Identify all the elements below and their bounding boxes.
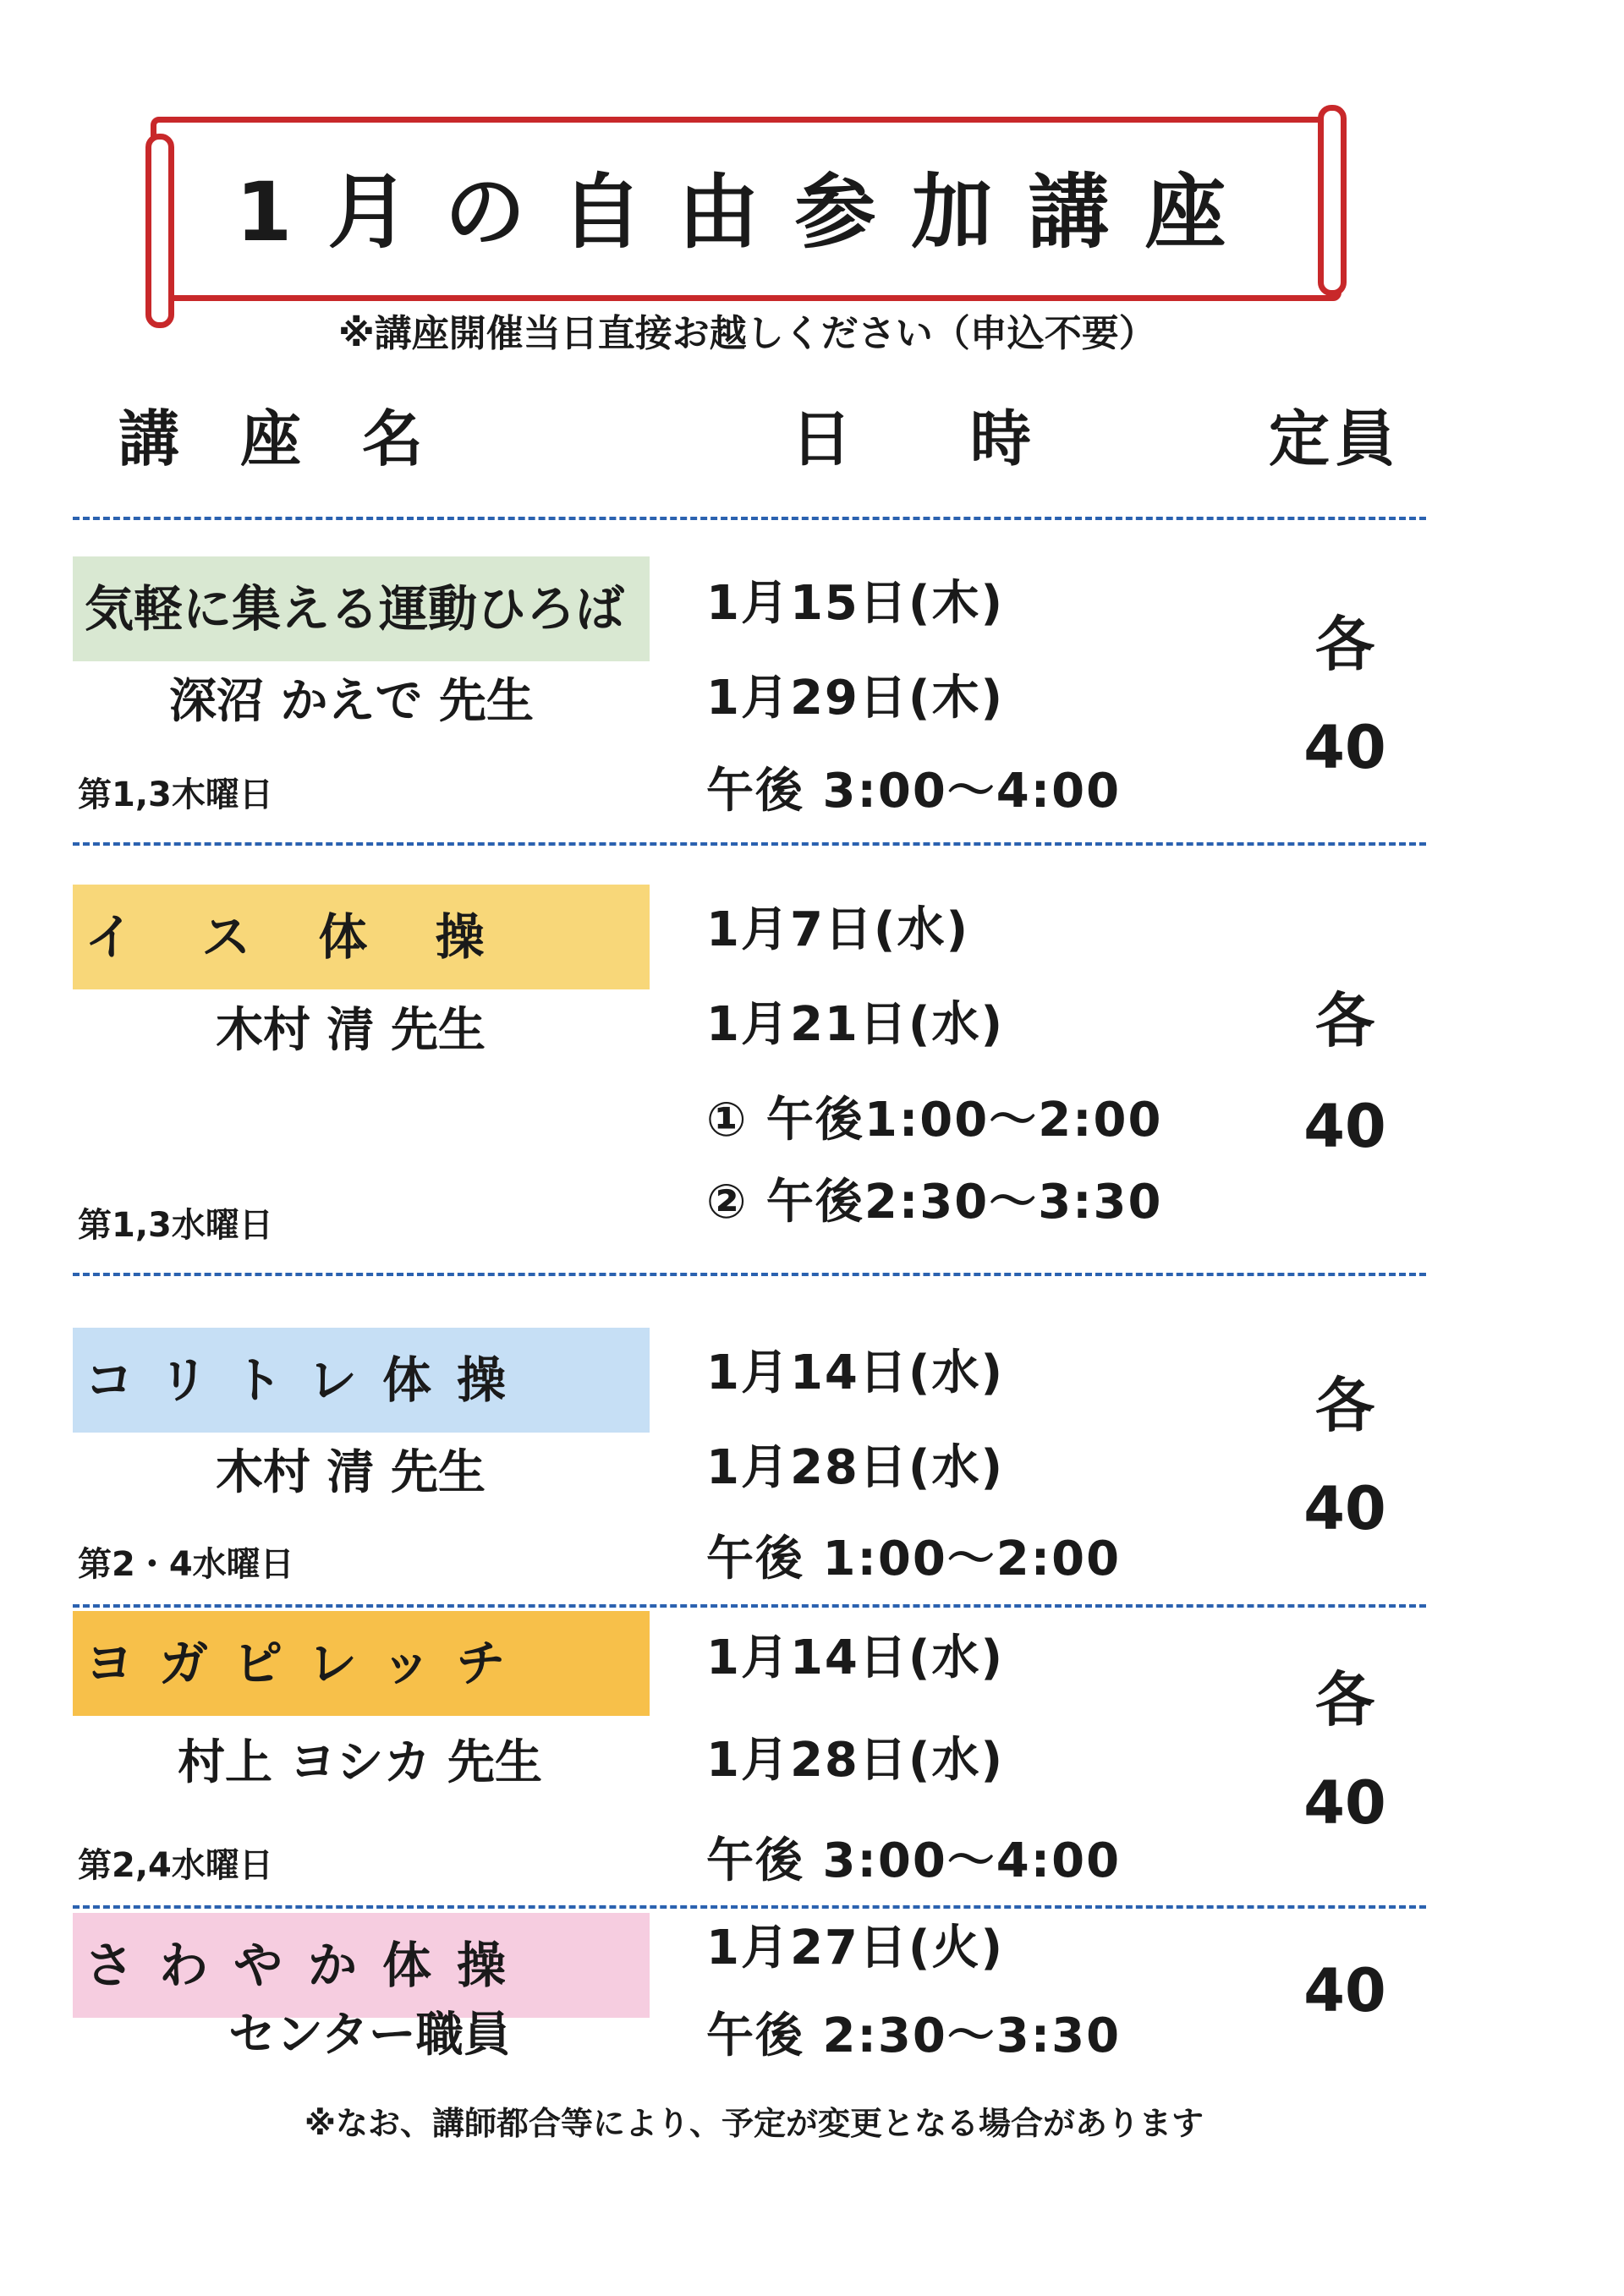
capacity-value: 40 [1303,713,1386,782]
capacity-prefix: 各 [1315,1371,1374,1440]
course-date: 1月14日(水) [706,1630,1005,1685]
course-time: 午後 3:00〜4:00 [706,764,1122,819]
course-date: 1月7日(水) [706,902,970,957]
page-title: 1月の自由参加講座 [235,165,1262,260]
course-date: 1月14日(水) [706,1345,1005,1400]
header-datetime: 日時 [791,403,1150,474]
course-date: 1月21日(水) [706,997,1005,1052]
course-name: イ ス 体 操 [73,885,650,989]
course-date: 1月29日(木) [706,671,1005,726]
divider [73,1604,1426,1608]
capacity-prefix: 各 [1315,1665,1374,1734]
course-teacher: 木村 清 先生 [216,1445,486,1500]
course-teacher: 村上 ヨシカ 先生 [178,1735,542,1790]
divider [73,1905,1426,1909]
course-teacher: 深沼 かえで 先生 [169,674,534,729]
course-date: 1月27日(火) [706,1921,1005,1975]
course-teacher: センター職員 [228,2008,511,2063]
capacity-value: 40 [1303,1474,1386,1543]
course-days: 第1,3水曜日 [78,1206,273,1245]
capacity-prefix: 各 [1315,610,1374,679]
course-time: ① 午後1:00〜2:00 [706,1093,1163,1148]
course-time: 午後 2:30〜3:30 [706,2008,1122,2063]
course-teacher: 木村 清 先生 [216,1003,486,1058]
course-time: ② 午後2:30〜3:30 [706,1175,1163,1230]
course-time: 午後 3:00〜4:00 [706,1833,1122,1888]
course-date: 1月28日(水) [706,1733,1005,1788]
capacity-value: 40 [1303,1768,1386,1838]
capacity-value: 40 [1303,1956,1386,2025]
course-days: 第2・4水曜日 [78,1545,294,1584]
course-days: 第1,3木曜日 [78,775,273,814]
divider [73,842,1426,846]
capacity-value: 40 [1303,1092,1386,1161]
course-name: コリトレ体操 [73,1328,650,1433]
course-name: ヨガピレッチ [73,1611,650,1716]
course-date: 1月28日(水) [706,1440,1005,1495]
footer-note: ※なお、講師都合等により、予定が変更となる場合があります [304,2105,1204,2142]
divider [73,1273,1426,1276]
course-name: 気軽に集える運動ひろば [73,556,650,661]
course-date: 1月15日(木) [706,576,1005,631]
course-name: さわやか体操 [73,1913,650,2018]
header-capacity: 定員 [1269,403,1402,474]
notice-text: ※講座開催当日直接お越しください（申込不要） [338,312,1156,355]
header-course-name: 講座名 [118,403,485,474]
capacity-prefix: 各 [1315,986,1374,1055]
divider [73,517,1426,520]
course-days: 第2,4水曜日 [78,1846,273,1885]
course-time: 午後 1:00〜2:00 [706,1532,1122,1586]
